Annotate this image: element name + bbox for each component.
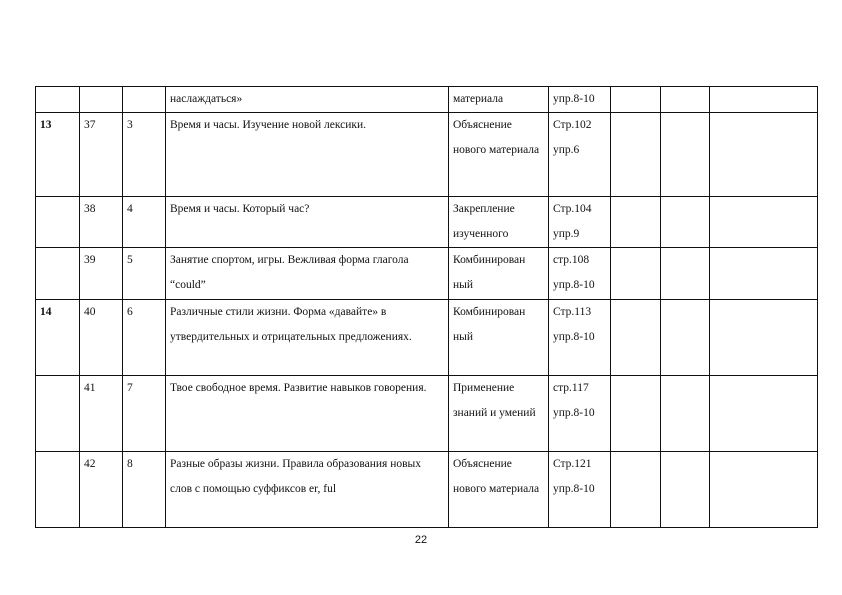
week-cell: 14	[36, 300, 80, 376]
lesson-number-cell: 38	[80, 197, 123, 248]
empty-cell	[611, 376, 661, 452]
table-row	[36, 376, 818, 452]
week-cell	[36, 452, 80, 528]
homework-cell: стр.117 упр.8-10	[549, 376, 611, 452]
topic-cell: Время и часы. Который час?	[166, 197, 449, 248]
lesson-type-cell: Комбинирован ный	[449, 248, 549, 300]
empty-cell	[661, 452, 710, 528]
topic-cell: Разные образы жизни. Правила образования новых слов с помощью суффиксов er, ful	[166, 452, 449, 528]
homework-cell: стр.108 упр.8-10	[549, 248, 611, 300]
empty-cell	[661, 248, 710, 300]
topic-cell: Различные стили жизни. Форма «давайте» в утвердительных и отрицательных предложениях.	[166, 300, 449, 376]
empty-cell	[611, 197, 661, 248]
topic-number-cell	[123, 87, 166, 113]
table-row	[36, 300, 818, 376]
lesson-type-cell: Объяснение нового материала	[449, 452, 549, 528]
week-cell	[36, 197, 80, 248]
topic-number-cell: 5	[123, 248, 166, 300]
lesson-type-cell: Закрепление изученного	[449, 197, 549, 248]
lesson-type-cell: Комбинирован ный	[449, 300, 549, 376]
empty-cell	[710, 452, 818, 528]
topic-cell: Твое свободное время. Развитие навыков говорения.	[166, 376, 449, 452]
homework-cell: Стр.102 упр.6	[549, 113, 611, 197]
table-row	[36, 248, 818, 300]
topic-number-cell: 8	[123, 452, 166, 528]
empty-cell	[710, 376, 818, 452]
empty-cell	[710, 300, 818, 376]
table-row	[36, 113, 818, 197]
lesson-number-cell: 37	[80, 113, 123, 197]
lesson-type-cell: Применение знаний и умений	[449, 376, 549, 452]
week-cell	[36, 376, 80, 452]
empty-cell	[710, 197, 818, 248]
lesson-number-cell: 42	[80, 452, 123, 528]
page-number: 22	[414, 534, 428, 546]
lesson-type-cell: материала	[449, 87, 549, 113]
table-row	[36, 87, 818, 113]
homework-cell: Стр.104 упр.9	[549, 197, 611, 248]
lesson-number-cell	[80, 87, 123, 113]
empty-cell	[661, 376, 710, 452]
empty-cell	[611, 248, 661, 300]
topic-cell: Занятие спортом, игры. Вежливая форма глагола “could”	[166, 248, 449, 300]
topic-number-cell: 7	[123, 376, 166, 452]
lesson-type-cell: Объяснение нового материала	[449, 113, 549, 197]
lesson-number-cell: 40	[80, 300, 123, 376]
lesson-plan-table	[35, 86, 818, 528]
empty-cell	[710, 87, 818, 113]
week-cell: 13	[36, 113, 80, 197]
empty-cell	[661, 87, 710, 113]
empty-cell	[661, 197, 710, 248]
empty-cell	[661, 113, 710, 197]
empty-cell	[611, 452, 661, 528]
table-row	[36, 452, 818, 528]
lesson-number-cell: 39	[80, 248, 123, 300]
empty-cell	[611, 113, 661, 197]
empty-cell	[710, 113, 818, 197]
topic-number-cell: 6	[123, 300, 166, 376]
empty-cell	[611, 87, 661, 113]
homework-cell: Стр.121 упр.8-10	[549, 452, 611, 528]
topic-cell: наслаждаться»	[166, 87, 449, 113]
topic-number-cell: 4	[123, 197, 166, 248]
empty-cell	[661, 300, 710, 376]
empty-cell	[611, 300, 661, 376]
week-cell	[36, 248, 80, 300]
empty-cell	[710, 248, 818, 300]
topic-cell: Время и часы. Изучение новой лексики.	[166, 113, 449, 197]
week-cell	[36, 87, 80, 113]
table-row	[36, 197, 818, 248]
lesson-number-cell: 41	[80, 376, 123, 452]
homework-cell: Стр.113 упр.8-10	[549, 300, 611, 376]
topic-number-cell: 3	[123, 113, 166, 197]
homework-cell: упр.8-10	[549, 87, 611, 113]
